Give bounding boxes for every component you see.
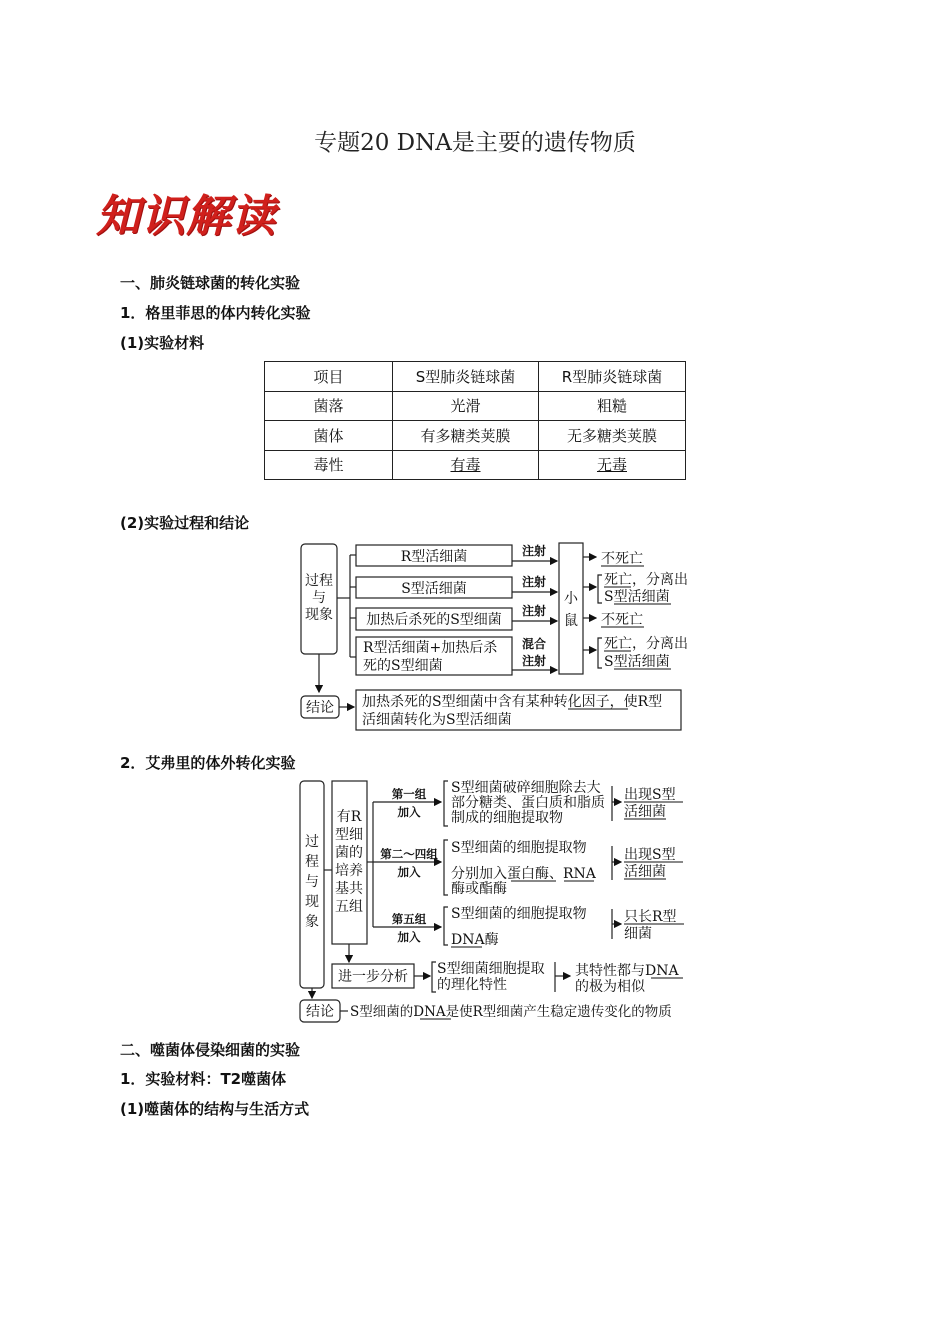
table-cell: 菌落 — [265, 391, 393, 421]
conclusion-label: 结论 — [306, 1004, 334, 1020]
item-label: 死的S型细菌 — [363, 658, 443, 674]
process-label: 现象 — [305, 607, 333, 623]
conclusion-label: 结论 — [306, 700, 334, 716]
further-label: 进一步分析 — [338, 969, 408, 985]
group-text: 酶或酯酶 — [451, 881, 507, 897]
group-result: 细菌 — [624, 926, 652, 942]
group-label: 第二～四组 — [380, 847, 438, 861]
culture-label: 菌的 — [335, 845, 363, 861]
culture-label: 培养 — [335, 863, 363, 879]
group-result: 出现S型 — [624, 847, 676, 863]
group-text: 分别加入蛋白酶、RNA — [451, 866, 596, 882]
table-header-cell: S型肺炎链球菌 — [393, 362, 539, 392]
table-cell: 光滑 — [393, 391, 539, 421]
further-text: 其特性都与DNA — [575, 963, 679, 979]
group-text: S型细菌破碎细胞除去大 — [451, 780, 601, 796]
process-label: 现 — [305, 894, 319, 910]
group-result: 活细菌 — [624, 864, 666, 880]
table-cell: 菌体 — [265, 421, 393, 451]
group-result: 活细菌 — [624, 804, 666, 820]
conclusion-text: 活细菌转化为S型活细菌 — [362, 712, 512, 728]
mouse-box — [559, 543, 583, 674]
result-label: 不死亡 — [601, 551, 643, 567]
group-label: 第一组 — [391, 787, 427, 801]
result-label: 死亡，分离出 — [604, 636, 688, 652]
culture-label: 基共 — [335, 881, 363, 897]
table-header-cell: R型肺炎链球菌 — [539, 362, 686, 392]
further-text: 的理化特性 — [437, 977, 507, 993]
further-text: S型细菌细胞提取 — [437, 961, 545, 977]
group-text: S型细菌的细胞提取物 — [451, 906, 587, 922]
process-label: 过程 — [305, 573, 333, 589]
culture-label: 五组 — [335, 899, 363, 915]
section-banner: 知识解读 — [96, 191, 276, 242]
group-label: 加入 — [397, 805, 421, 819]
process-label: 程 — [305, 854, 319, 870]
conclusion-text: S型细菌的DNA是使R型细菌产生稳定遗传变化的物质 — [350, 1004, 672, 1020]
table-cell: 无毒 — [539, 450, 686, 480]
group-text: DNA酶 — [451, 932, 499, 948]
group-text: 制成的细胞提取物 — [451, 810, 563, 826]
process-label: 与 — [305, 874, 319, 890]
table-header-cell: 项目 — [265, 362, 393, 392]
culture-label: 型细 — [335, 827, 363, 843]
heading-s2: 二、噬菌体侵染细菌的实验 — [120, 1041, 301, 1059]
result-label: S型活细菌 — [604, 654, 670, 670]
item-label: 加热后杀死的S型细菌 — [366, 612, 502, 628]
group-result: 只长R型 — [624, 909, 677, 925]
mouse-label: 鼠 — [564, 613, 578, 629]
arrow-label: 注射 — [521, 604, 547, 618]
heading-s2-1-a: (1)噬菌体的结构与生活方式 — [120, 1100, 310, 1118]
arrow-label: 注射 — [521, 654, 547, 668]
item-label: R型活细菌+加热后杀 — [363, 640, 498, 656]
further-text: 的极为相似 — [575, 979, 645, 995]
table-cell: 有多糖类荚膜 — [393, 421, 539, 451]
mouse-label: 小 — [564, 591, 578, 607]
heading-s1-1-b: (2)实验过程和结论 — [120, 514, 250, 532]
result-label: S型活细菌 — [604, 589, 670, 605]
item-label: R型活细菌 — [400, 549, 468, 565]
heading-s1: 一、肺炎链球菌的转化实验 — [120, 274, 301, 292]
table-cell: 无多糖类荚膜 — [539, 421, 686, 451]
group-result: 出现S型 — [624, 787, 676, 803]
arrow-label: 混合 — [521, 637, 547, 651]
heading-s1-1: 1．格里菲思的体内转化实验 — [120, 304, 311, 322]
group-label: 加入 — [397, 865, 421, 879]
item-label: S型活细菌 — [401, 581, 467, 597]
culture-label: 有R — [336, 809, 362, 825]
result-label: 死亡，分离出 — [604, 572, 688, 588]
conclusion-text: 加热杀死的S型细菌中含有某种转化因子，使R型 — [362, 694, 663, 710]
process-label: 过 — [305, 834, 319, 850]
group-label: 加入 — [397, 930, 421, 944]
result-label: 不死亡 — [601, 612, 643, 628]
table-cell: 有毒 — [393, 450, 539, 480]
process-label: 象 — [305, 914, 319, 930]
table-cell: 毒性 — [265, 450, 393, 480]
arrow-label: 注射 — [521, 575, 547, 589]
arrow-label: 注射 — [521, 544, 547, 558]
table-cell: 粗糙 — [539, 391, 686, 421]
group-text: S型细菌的细胞提取物 — [451, 840, 587, 856]
page-title: 专题20 DNA是主要的遗传物质 — [314, 130, 636, 156]
group-label: 第五组 — [391, 912, 427, 926]
process-label: 与 — [312, 590, 326, 606]
group-text: 部分糖类、蛋白质和脂质 — [451, 795, 605, 811]
heading-s1-2: 2．艾弗里的体外转化实验 — [120, 754, 296, 772]
heading-s1-1-a: (1)实验材料 — [120, 334, 205, 352]
heading-s2-1: 1．实验材料：T2噬菌体 — [120, 1070, 287, 1088]
